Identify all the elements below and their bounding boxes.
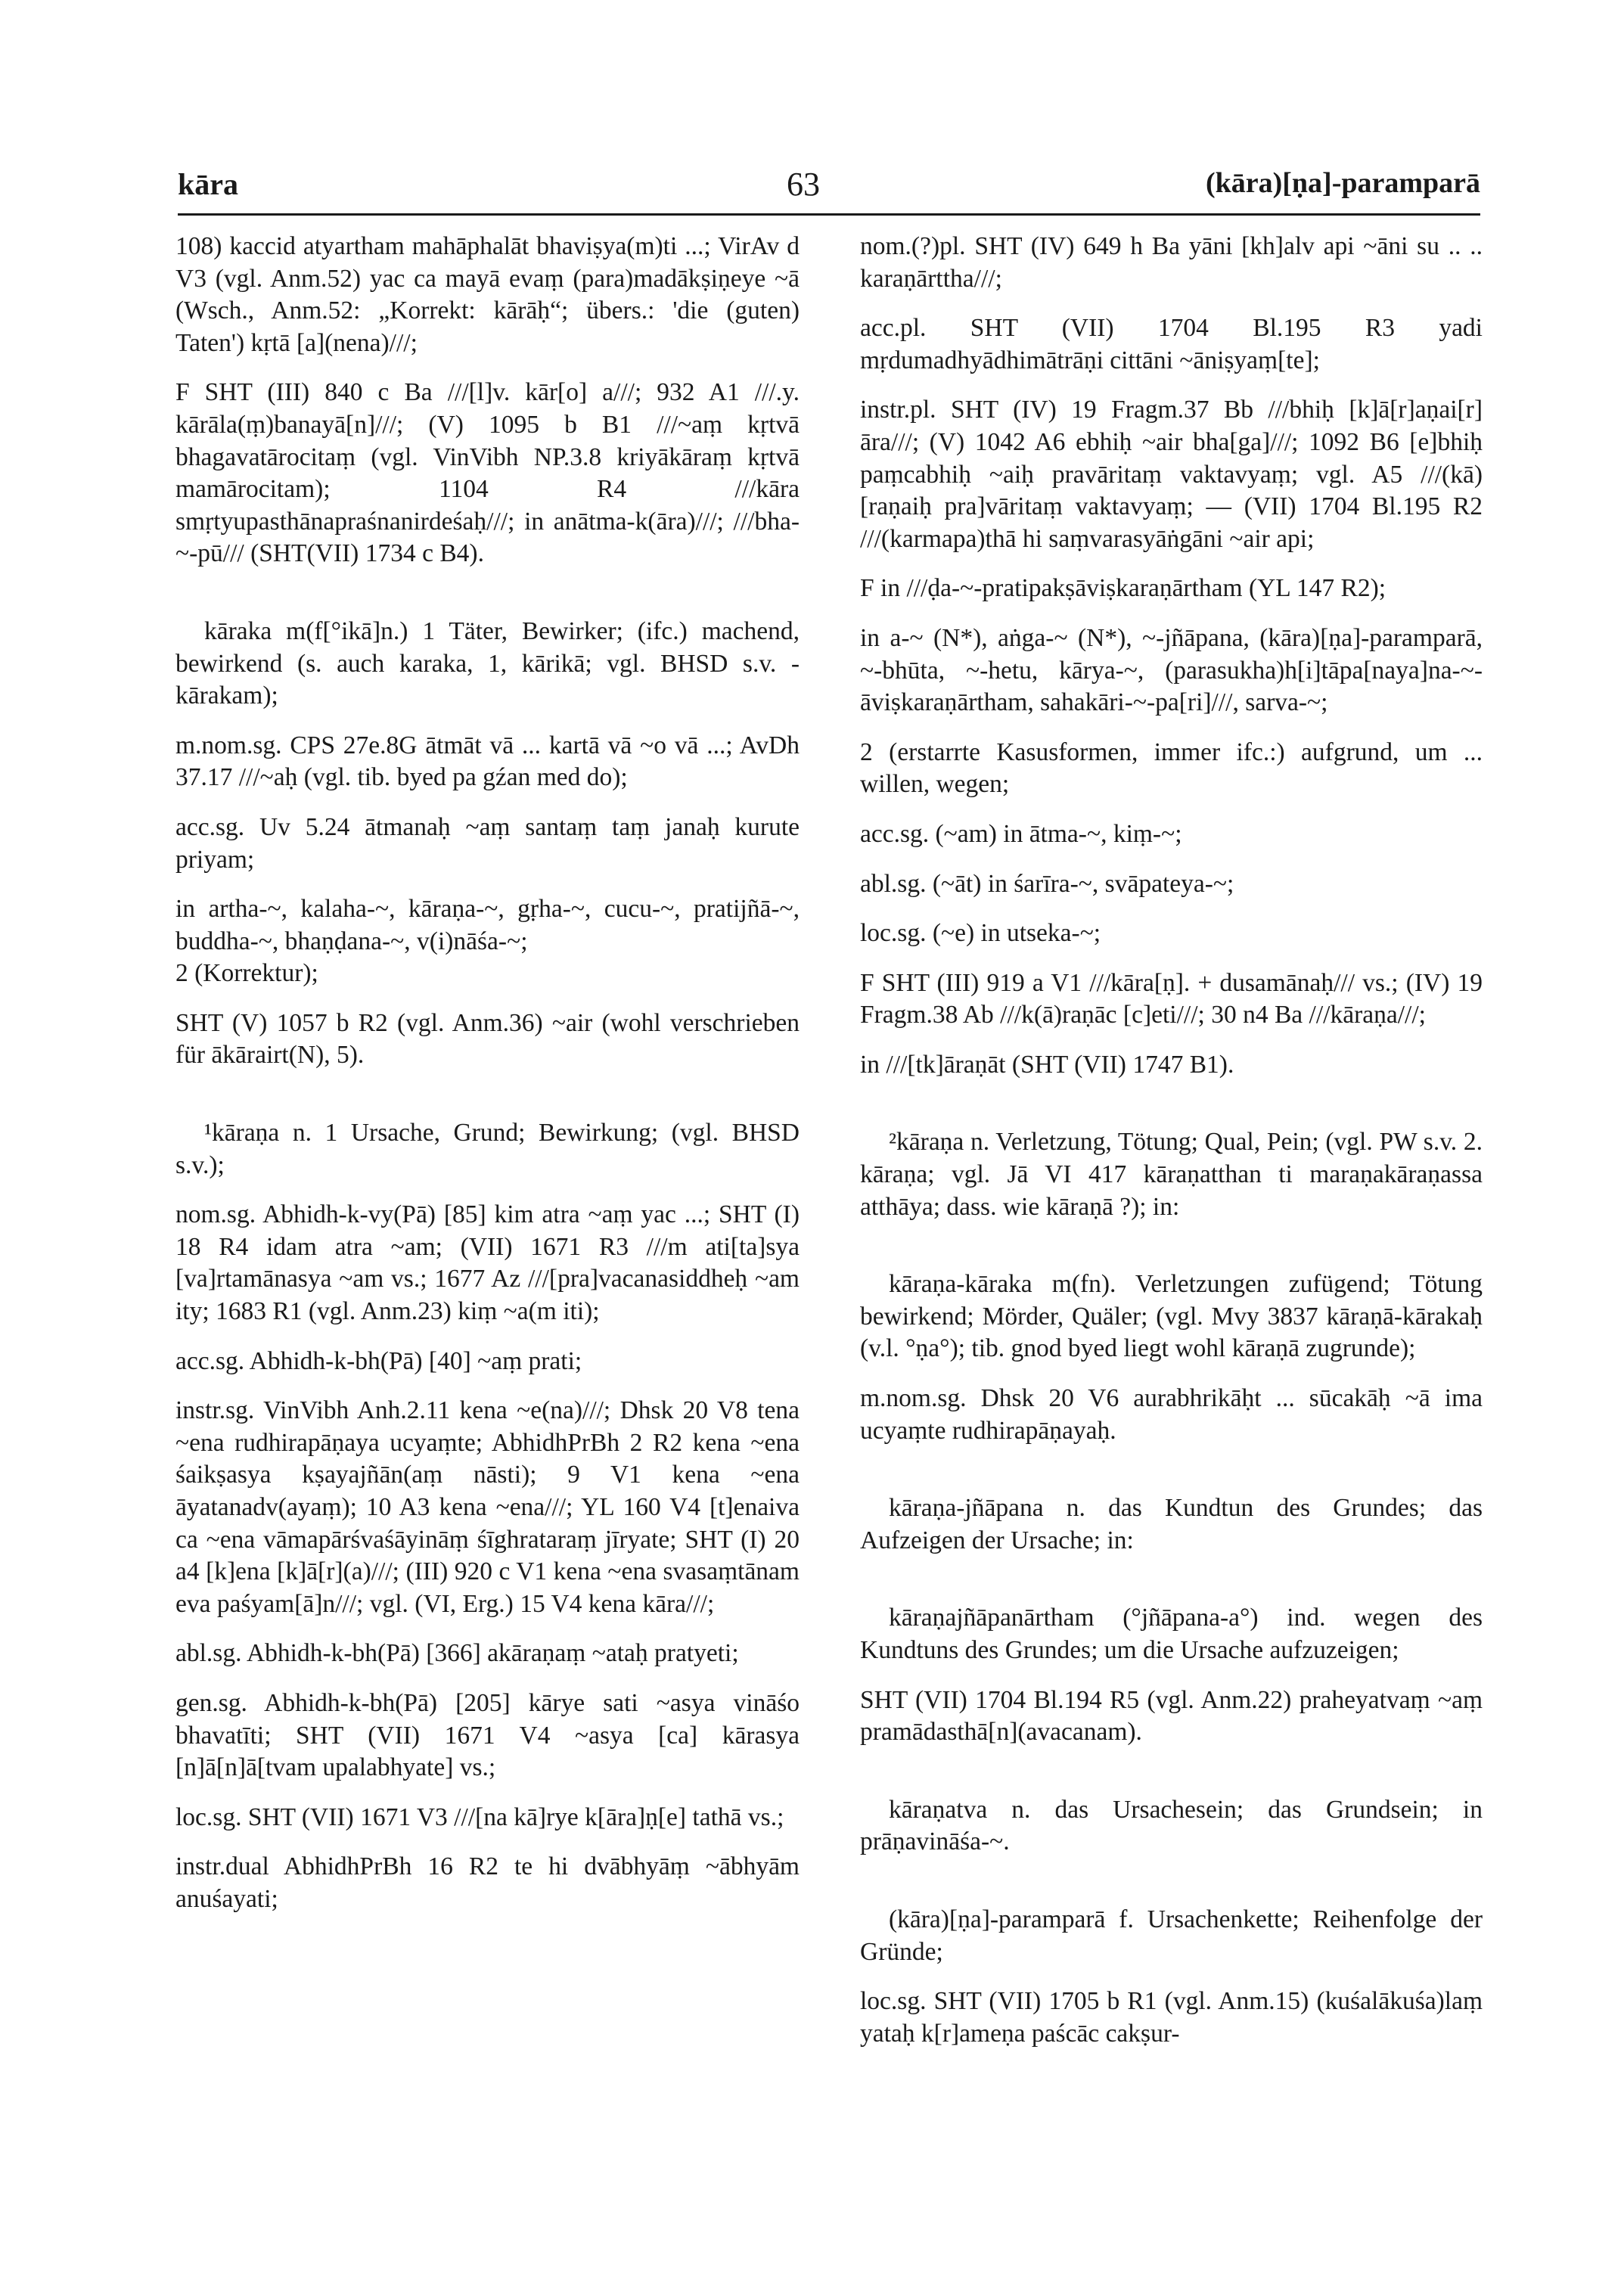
page-header xyxy=(0,159,1624,212)
dictionary-paragraph: in a-~ (N*), aṅga-~ (N*), ~-jñāpana, (kāra)[ṇa]-paramparā, ~-bhūta, ~-hetu, kārya-~, (parasukha)h[i]tāpa[naya]na-~-āviṣkaraṇārtham, sahakāri-~-pa[ri]///, sarva-~; xyxy=(860,623,1483,717)
dictionary-paragraph: m.nom.sg. Dhsk 20 V6 aurabhrikāḥt ... sūcakāḥ ~ā ima ucyaṃte rudhirapāṇayaḥ. xyxy=(860,1384,1483,1445)
dictionary-paragraph: 2 (Korrektur); xyxy=(175,959,318,988)
dictionary-paragraph: m.nom.sg. CPS 27e.8G ātmāt vā ... kartā vā ~o vā ...; AvDh 37.17 ///~aḥ (vgl. tib. byed pa gźan med do); xyxy=(175,731,800,792)
dictionary-paragraph: in ///[tk]āraṇāt (SHT (VII) 1747 B1). xyxy=(860,1050,1234,1079)
dictionary-paragraph: kāraṇajñāpanārtham (°jñāpana-a°) ind. wegen des Kundtuns des Grundes; um die Ursache aufzuzeigen; xyxy=(860,1604,1483,1664)
dictionary-paragraph: instr.sg. VinVibh Anh.2.11 kena ~e(na)///; Dhsk 20 V8 tena ~ena rudhirapāṇaya ucyaṃte; AbhidhPrBh 2 R2 kena ~ena śaikṣasya kṣayajñān(aṃ nāsti); 9 V1 kena ~ena āyatanadv(ayaṃ); 10 A3 kena ~ena///; YL 160 V4 [t]enaiva ca ~ena vāmapārśvaśāyināṃ śīghrataraṃ jīryate; SHT (I) 20 a4 [k]ena [k]ā[r](a)///; (III) 920 c V1 kena ~ena svasaṃtānam eva paśyam[ā]n///; vgl. (VI, Erg.) 15 V4 kena kāra///; xyxy=(175,1396,800,1618)
right-column xyxy=(860,231,1483,2050)
dictionary-paragraph: kāraṇa-kāraka m(fn). Verletzungen zufügend; Tötung bewirkend; Mörder, Quäler; (vgl. Mvy 3837 kāraṇā-kārakaḥ (v.l. °ṇa°); tib. gnod byed liegt wohl kāraṇā zugrunde); xyxy=(860,1270,1483,1363)
dictionary-paragraph: abl.sg. Abhidh-k-bh(Pā) [366] akāraṇaṃ ~ataḥ pratyeti; xyxy=(175,1639,739,1668)
dictionary-paragraph: instr.dual AbhidhPrBh 16 R2 te hi dvābhyāṃ ~ābhyām anuśayati; xyxy=(175,1852,800,1913)
dictionary-paragraph: SHT (V) 1057 b R2 (vgl. Anm.36) ~air (wohl verschrieben für ākārairt(N), 5). xyxy=(175,1008,800,1070)
dictionary-paragraph: kāraka m(f[°ikā]n.) 1 Täter, Bewirker; (ifc.) machend, bewirkend (s. auch karaka, 1, kārikā; vgl. BHSD s.v. -kārakam); xyxy=(175,616,800,710)
dictionary-paragraph: F SHT (III) 840 c Ba ///[l]v. kār[o] a///; 932 A1 ///.y. kārāla(ṃ)banayā[n]///; (V) 1095 b B1 ///~aṃ kṛtvā bhagavatārocitaṃ (vgl. VinVibh NP.3.8 kriyākāraṃ kṛtvā mamārocitam); 1104 R4 ///kāra smṛtyupasthānapraśnanirdeśaḥ///; in anātma-k(āra)///; ///bha-~-pū/// (SHT(VII) 1734 c B4). xyxy=(175,378,800,568)
dictionary-paragraph: F in ///ḍa-~-pratipakṣāviṣkaraṇārtham (YL 147 R2); xyxy=(860,574,1386,603)
dictionary-paragraph: acc.sg. (~am) in ātma-~, kiṃ-~; xyxy=(860,819,1182,848)
dictionary-paragraph: instr.pl. SHT (IV) 19 Fragm.37 Bb ///bhiḥ [k]ā[r]aṇai[r] āra///; (V) 1042 A6 ebhiḥ ~air bha[ga]///; 1092 B6 [e]bhiḥ paṃcabhiḥ ~aiḥ pravāritaṃ vaktavyaṃ; vgl. A5 ///(kā)[raṇaiḥ pra]vāritaṃ vaktavyaṃ; — (VII) 1704 Bl.195 R2 ///(karmapa)thā hi saṃvarasyāṅgāni ~air api; xyxy=(860,396,1483,553)
dictionary-paragraph: ²kāraṇa n. Verletzung, Tötung; Qual, Pein; (vgl. PW s.v. 2. kāraṇa; vgl. Jā VI 417 kāraṇatthan ti maraṇakāraṇassa atthāya; dass. wie kāraṇā ?); in: xyxy=(860,1128,1483,1221)
dictionary-paragraph: in artha-~, kalaha-~, kāraṇa-~, gṛha-~, cucu-~, pratijñā-~, buddha-~, bhaṇḍana-~, v(i)nāśa-~; xyxy=(175,895,800,955)
page-number: 63 xyxy=(787,166,820,203)
dictionary-paragraph: F SHT (III) 919 a V1 ///kāra[ṇ]. + dusamānaḥ/// vs.; (IV) 19 Fragm.38 Ab ///k(ā)raṇāc [c]eti///; 30 n4 Ba ///kāraṇa///; xyxy=(860,968,1483,1029)
dictionary-paragraph: nom.sg. Abhidh-k-vy(Pā) [85] kim atra ~aṃ yac ...; SHT (I) 18 R4 idam atra ~am; (VII) 1671 R3 ///m ati[ta]sya [va]rtamānasya ~am vs.; 1677 Az ///[pra]vacanasiddheḥ ~am ity; 1683 R1 (vgl. Anm.23) kiṃ ~a(m iti); xyxy=(175,1200,800,1326)
dictionary-paragraph: (kāra)[ṇa]-paramparā f. Ursachenkette; Reihenfolge der Gründe; xyxy=(860,1905,1483,1966)
dictionary-paragraph: 108) kaccid atyartham mahāphalāt bhaviṣya(m)ti ...; VirAv d V3 (vgl. Anm.52) yac ca mayā evaṃ (para)madākṣiṇeye ~ā (Wsch., Anm.52: „Korrekt: kārāḥ“; übers.: 'die (guten) Taten') kṛtā [a](nena)///; xyxy=(175,232,800,357)
running-head-left: kāra xyxy=(178,167,238,201)
dictionary-paragraph: loc.sg. SHT (VII) 1705 b R1 (vgl. Anm.15) (kuśalākuśa)laṃ yataḥ k[r]ameṇa paścāc cakṣur- xyxy=(860,1987,1483,2048)
dictionary-paragraph: acc.pl. SHT (VII) 1704 Bl.195 R3 yadi mṛdumadhyādhimātrāṇi cittāni ~āniṣyaṃ[te]; xyxy=(860,314,1483,374)
dictionary-paragraph: kāraṇa-jñāpana n. das Kundtun des Grundes; das Aufzeigen der Ursache; in: xyxy=(860,1494,1483,1554)
dictionary-paragraph: nom.(?)pl. SHT (IV) 649 h Ba yāni [kh]alv api ~āni su .. .. karaṇārttha///; xyxy=(860,232,1483,293)
dictionary-paragraph: abl.sg. (~āt) in śarīra-~, svāpateya-~; xyxy=(860,869,1234,898)
dictionary-paragraph: loc.sg. SHT (VII) 1671 V3 ///[na kā]rye k[āra]ṇ[e] tathā vs.; xyxy=(175,1803,784,1831)
left-column xyxy=(175,231,800,1916)
dictionary-paragraph: acc.sg. Uv 5.24 ātmanaḥ ~aṃ santaṃ taṃ janaḥ kurute priyam; xyxy=(175,812,800,874)
dictionary-paragraph: SHT (VII) 1704 Bl.194 R5 (vgl. Anm.22) praheyatvaṃ ~aṃ pramādasthā[n](avacanam). xyxy=(860,1685,1483,1747)
running-head-right: (kāra)[ṇa]-paramparā xyxy=(1205,167,1480,199)
dictionary-paragraph: ¹kāraṇa n. 1 Ursache, Grund; Bewirkung; (vgl. BHSD s.v.); xyxy=(175,1119,800,1179)
dictionary-paragraph: gen.sg. Abhidh-k-bh(Pā) [205] kārye sati ~asya vināśo bhavatīti; SHT (VII) 1671 V4 ~asya [ca] kārasya [n]ā[n]ā[tvam upalabhyate] vs.; xyxy=(175,1688,800,1782)
dictionary-paragraph: loc.sg. (~e) in utseka-~; xyxy=(860,919,1101,948)
dictionary-paragraph: acc.sg. Abhidh-k-bh(Pā) [40] ~aṃ prati; xyxy=(175,1346,582,1375)
header-rule xyxy=(178,213,1480,216)
dictionary-paragraph: kāraṇatva n. das Ursachesein; das Grundsein; in prāṇavināśa-~. xyxy=(860,1795,1483,1856)
dictionary-paragraph: 2 (erstarrte Kasusformen, immer ifc.:) aufgrund, um ... willen, wegen; xyxy=(860,737,1483,799)
